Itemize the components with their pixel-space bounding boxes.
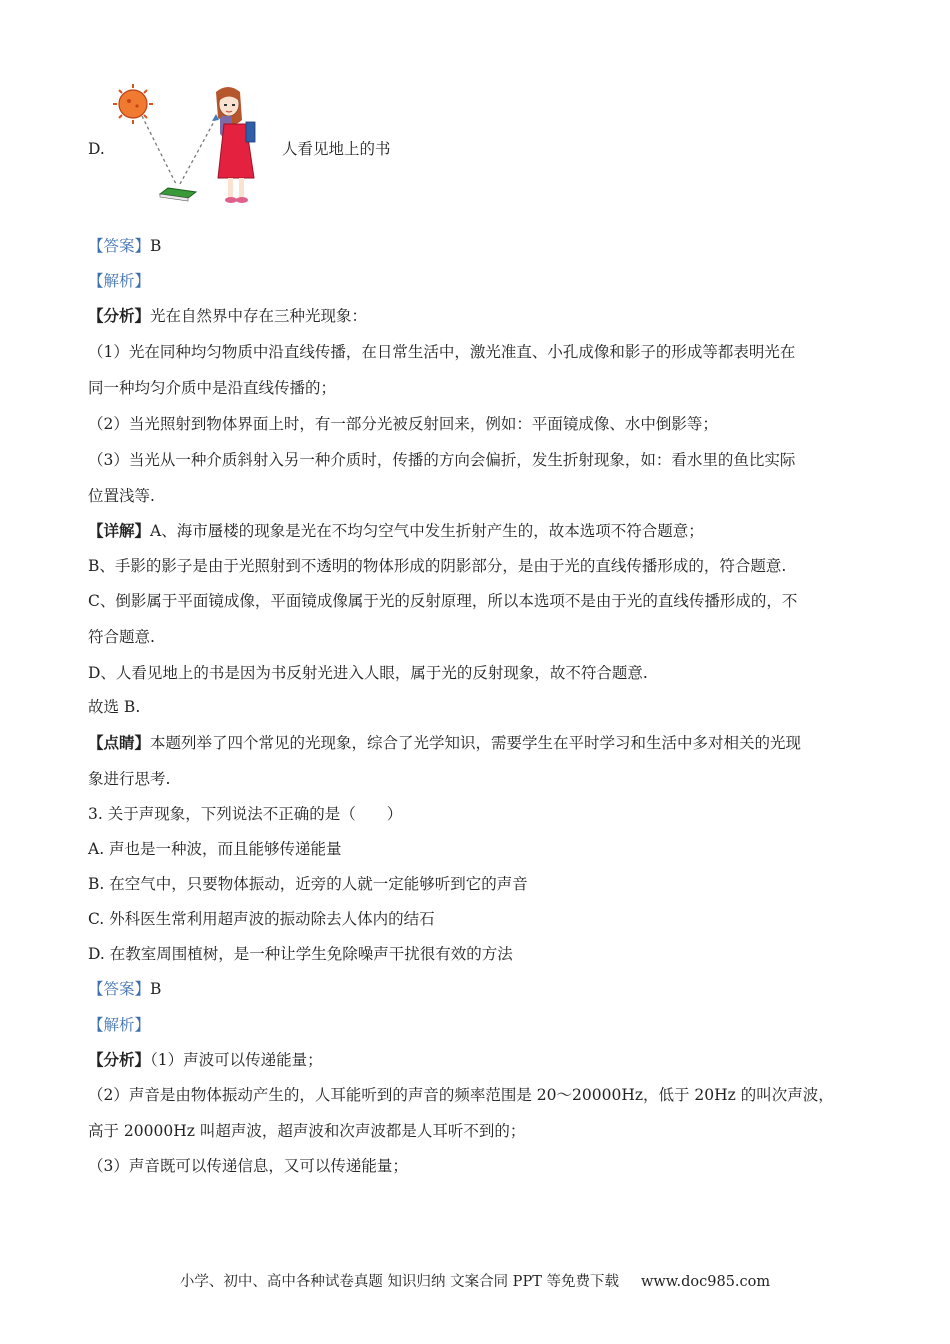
fenxi-text: 光在自然界中存在三种光现象：	[150, 307, 368, 325]
q2-point-3b: 位置浅等.	[88, 487, 155, 505]
q3-point-2b: 高于 20000Hz 叫超声波，超声波和次声波都是人耳听不到的；	[88, 1122, 526, 1140]
q2-dianjing-a	[88, 733, 801, 753]
sun-icon	[113, 84, 153, 124]
analysis-tag: 【解析】	[88, 272, 151, 290]
girl-icon	[216, 87, 255, 203]
q3-answer-line	[88, 979, 161, 999]
q2-answer-line	[88, 236, 161, 256]
option-d-caption: 人看见地上的书	[282, 140, 391, 158]
footer-text: 小学、初中、高中各种试卷真题 知识归纳 文案合同 PPT 等免费下载	[179, 1274, 619, 1290]
q3-point-2a: （2）声音是由物体振动产生的，人耳能听到的声音的频率范围是 20～20000Hz，低于 20Hz 的叫次声波，	[88, 1086, 834, 1104]
option-d-label: D.	[88, 140, 105, 158]
q2-point-2: （2）当光照射到物体界面上时，有一部分光被反射回来，例如：平面镜成像、水中倒影等；	[88, 415, 718, 433]
answer-tag: 【答案】	[88, 980, 151, 998]
q2-point-3a: （3）当光从一种介质斜射入另一种介质时，传播的方向会偏折，发生折射现象，如：看水里的鱼比实际	[88, 451, 796, 469]
fenxi-text: （1）声波可以传递能量；	[150, 1051, 323, 1069]
dianjing-tag: 【点睛】	[88, 733, 151, 752]
xiangjie-text: A、海市蜃楼的现象是光在不均匀空气中发生折射产生的，故本选项不符合题意；	[150, 522, 704, 540]
analysis-tag: 【解析】	[88, 1016, 151, 1034]
q2-choice: 故选 B.	[88, 698, 141, 716]
q2-point-1b: 同一种均匀介质中是沿直线传播的；	[88, 379, 337, 397]
page-footer	[0, 1270, 950, 1291]
q3-option-a: A. 声也是一种波，而且能够传递能量	[88, 840, 342, 858]
q2-detail-a	[88, 521, 704, 541]
answer-value: B	[150, 980, 162, 998]
q3-option-b: B. 在空气中，只要物体振动，近旁的人就一定能够听到它的声音	[88, 875, 528, 893]
q2-dianjing-b: 象进行思考.	[88, 770, 171, 788]
answer-tag: 【答案】	[88, 237, 151, 255]
q2-detail-d: D、人看见地上的书是因为书反射光进入人眼，属于光的反射现象，故不符合题意.	[88, 664, 648, 682]
q2-detail-c-a: C、倒影属于平面镜成像，平面镜成像属于光的反射原理，所以本选项不是由于光的直线传播形成的，不	[88, 592, 798, 610]
footer-url[interactable]: www.doc985.com	[640, 1274, 771, 1290]
q2-detail-b: B、手影的影子是由于光照射到不透明的物体形成的阴影部分，是由于光的直线传播形成的，符合题意.	[88, 557, 787, 575]
q2-detail-c-b: 符合题意.	[88, 628, 155, 646]
q3-analysis-intro	[88, 1050, 323, 1070]
q2-point-1a: （1）光在同种均匀物质中沿直线传播，在日常生活中，激光准直、小孔成像和影子的形成等都表明光在	[88, 343, 796, 361]
sun-girl-book-illustration	[108, 80, 268, 212]
answer-value: B	[150, 237, 162, 255]
dianjing-text: 本题列举了四个常见的光现象，综合了光学知识，需要学生在平时学习和生活中多对相关的光现	[150, 734, 802, 752]
book-icon	[160, 188, 196, 201]
fenxi-tag: 【分析】	[88, 306, 151, 325]
q3-option-d: D. 在教室周围植树，是一种让学生免除噪声干扰很有效的方法	[88, 945, 513, 963]
q3-point-3: （3）声音既可以传递信息，又可以传递能量；	[88, 1157, 408, 1175]
xiangjie-tag: 【详解】	[88, 521, 151, 540]
q3-option-c: C. 外科医生常利用超声波的振动除去人体内的结石	[88, 910, 435, 928]
q3-stem: 3. 关于声现象，下列说法不正确的是（ ）	[88, 805, 403, 823]
q2-analysis-intro	[88, 306, 367, 326]
fenxi-tag: 【分析】	[88, 1050, 151, 1069]
